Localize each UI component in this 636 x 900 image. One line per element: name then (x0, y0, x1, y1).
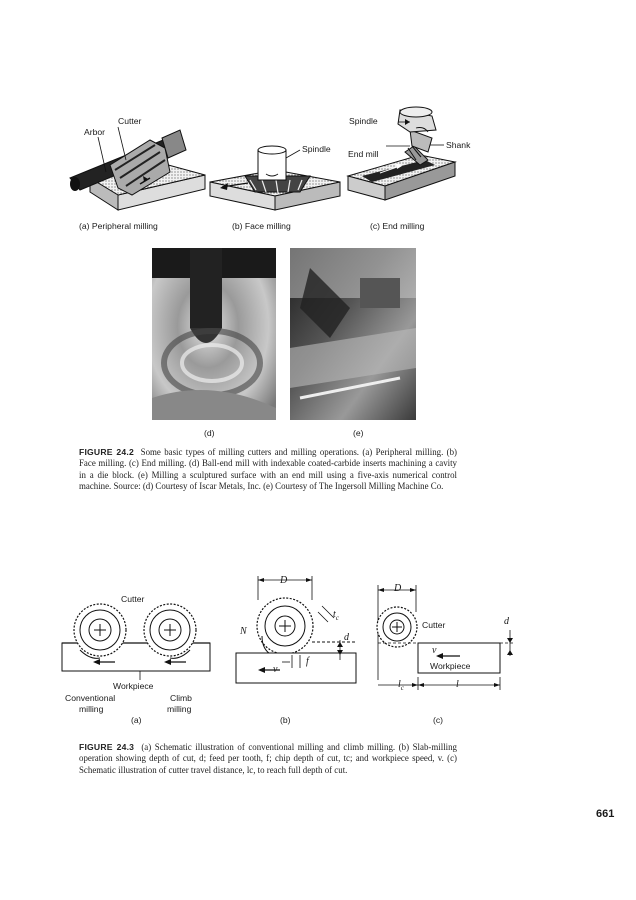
tc-symbol: t (333, 609, 336, 620)
D-label-c: D (394, 583, 402, 594)
subcaption-c-24-3: (c) (433, 715, 444, 725)
subcaption-b-24-3: (b) (280, 715, 291, 725)
subcaption-peripheral-milling: (a) Peripheral milling (79, 221, 158, 231)
spindle-label-c: Spindle (349, 116, 378, 126)
conventional-label: Conventional (65, 693, 116, 703)
v-label-b: v (273, 664, 278, 675)
v-label-c: v (432, 645, 437, 656)
figure-24-3-caption-text: (a) Schematic illustration of conventional milling and climb milling. (b) Slab-milling operation showing depth of cut, d; feed per tooth, f; chip depth of cut, tc; and workpiece speed, v. (c) Schematic illustration of cutter travel distance, lc, to reach full depth of cut. (79, 742, 457, 775)
climb-label-2: milling (167, 704, 192, 714)
conventional-label-2: milling (79, 704, 104, 714)
shank-label: Shank (446, 140, 471, 150)
f-label: f (306, 656, 309, 667)
subcaption-end-milling: (c) End milling (370, 221, 425, 231)
climb-label: Climb (170, 693, 192, 703)
end-mill-label: End mill (348, 149, 379, 159)
D-label-b: D (280, 575, 288, 586)
lc-subscript: c (400, 684, 404, 692)
d-label-c: d (504, 616, 509, 627)
subcaption-e: (e) (353, 428, 364, 438)
tc-label-b (333, 610, 339, 622)
subcaption-face-milling: (b) Face milling (232, 221, 291, 231)
d-label-b: d (344, 632, 349, 643)
l-label: l (456, 679, 459, 690)
figure-24-2-number: FIGURE 24.2 (79, 447, 134, 457)
workpiece-label-a: Workpiece (113, 681, 154, 691)
slab-milling-drawing (236, 576, 356, 683)
workpiece-label-c: Workpiece (430, 661, 471, 671)
cutter-label-c: Cutter (422, 620, 446, 630)
spindle-label-b: Spindle (302, 144, 331, 154)
cutter-label: Cutter (118, 116, 142, 126)
subcaption-d: (d) (204, 428, 215, 438)
figure-24-3-number: FIGURE 24.3 (79, 742, 135, 752)
N-label: N (240, 626, 247, 637)
page-number: 661 (596, 808, 615, 820)
subcaption-a-24-3: (a) (131, 715, 142, 725)
arbor-label: Arbor (84, 127, 106, 137)
lc-label (398, 680, 404, 692)
cutter-label-a: Cutter (121, 594, 145, 604)
tc-subscript: c (335, 614, 339, 622)
figure-24-2-caption-text: Some basic types of milling cutters and milling operations. (a) Peripheral milling. (b) Face milling. (c) End milling. (d) Ball-end mill with indexable coated-carbide inserts machining a cavity in a die block. (e) Milling a sculptured surface with an end mill using a five-axis numerical control machine. Source: (d) Courtesy of Iscar Metals, Inc. (e) Courtesy of The Ingersoll Milling Machine Co. (79, 447, 457, 491)
lc-symbol: l (398, 679, 401, 690)
cutter-travel-drawing (377, 585, 515, 690)
figure-24-3-caption (79, 742, 457, 776)
conventional-climb-drawing (62, 604, 210, 680)
